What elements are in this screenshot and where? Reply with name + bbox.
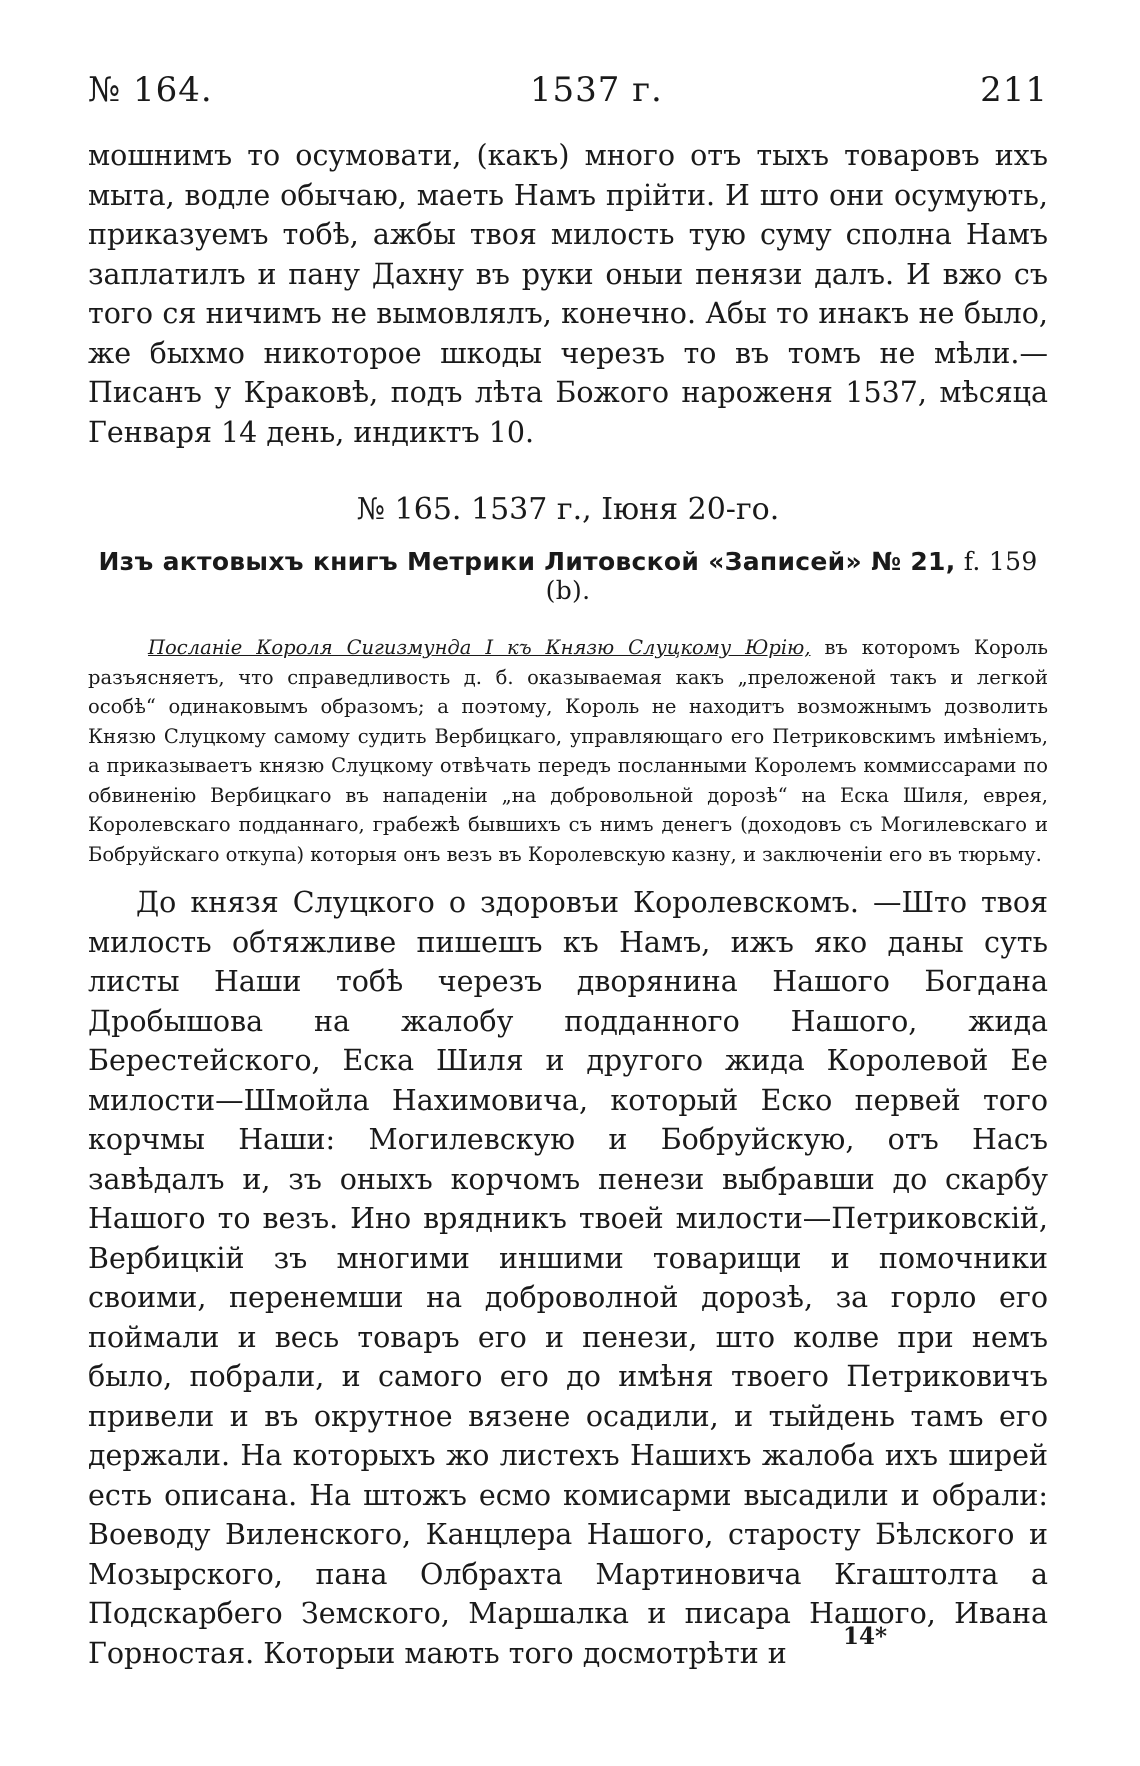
document-number: № 164. (88, 70, 213, 110)
page-number: 211 (980, 70, 1048, 110)
book-page (88, 70, 1048, 1673)
document-body: До князя Слуцкого о здоровъи Королевскомъ. —Што твоя милость обтяжливе пишешъ къ Намъ, ижъ яко даны суть листы Наши тобѣ черезъ дворянина Нашого Богдана Дробышова на жалобу подданного Нашого, жида Берестейского, Еска Шиля и другого жида Королевой Ее милости—Шмойла Нахимовича, который Еско первей того корчмы Наши: Могилевскую и Бобруйскую, отъ Насъ завѣдалъ и, зъ оныхъ корчомъ пенези выбравши до скарбу Нашого то везъ. Ино врядникъ твоей милости—Петриковскiй, Вербицкiй зъ многими иншими товарищи и помочники своими, перенемши на доброволной дорозѣ, за горло его поймали и весь товаръ его и пенези, што колве при немъ было, побрали, и самого его до имѣня твоего Петриковичъ привели и въ окрутное вязене осадили, и тыйдень тамъ его держали. На которыхъ жо листехъ Нашихъ жалоба ихъ ширей есть описана. На штожъ есмо комисарми высадили и обрали: Воеводу Виленского, Канцлера Нашого, старосту Бѣлского и Мозырского, пана Олбрахта Мартиновича Кгаштолта а Подскарбего Земского, Маршалка и писара Нашого, Ивана Горностая. Которыи мають того досмотрѣти и (88, 886, 1048, 1670)
printer-signature: 14* (843, 1623, 888, 1650)
summary-title: Посланiе Короля Сигизмунда I къ Князю Слуцкому Юрiю, (148, 636, 811, 659)
source-line (88, 547, 1048, 605)
source-folio: f. 159 (b). (545, 547, 1038, 605)
running-head (88, 70, 1048, 110)
source-title: Изъ актовыхъ книгъ Метрики Литовской «Записей» № 21, (98, 547, 956, 576)
summary-text: въ которомъ Король разъясняетъ, что справедливость д. б. оказываемая какъ „преложеной такъ и легкой особѣ“ одинаковымъ образомъ; а поэтому, Король не находитъ возможнымъ дозволить Князю Слуцкому самому судить Вербицкаго, управляющаго его Петриковскимъ имѣнiемъ, а приказываетъ князю Слуцкому отвѣчать передъ посланными Королемъ коммиссарами по обвиненiю Вербицкаго въ нападенiи „на добровольной дорозѣ“ на Еска Шиля, еврея, Королевскаго подданнаго, грабежѣ бывшихъ съ нимъ денегъ (доходовъ съ Могилевскаго и Бобруйскаго откупа) которыя онъ везъ въ Королевскую казну, и заключенiи его въ тюрьму. (88, 636, 1048, 866)
continuation-paragraph: мошнимъ то осумовати, (какъ) много отъ тыхъ товаровъ ихъ мыта, водле обычаю, маеть Намъ прiйти. И што они осумують, приказуемъ тобѣ, ажбы твоя милость тую суму сполна Намъ заплатилъ и пану Дахну въ руки оныи пенязи далъ. И вжо съ того ся ничимъ не вымовлялъ, конечно. Абы то инакъ не было, же быхмо никоторое шкоды черезъ то въ томъ не мѣли.— Писанъ у Краковѣ, подъ лѣта Божого нароженя 1537, мѣсяца Генваря 14 день, индиктъ 10. (88, 139, 1048, 449)
document-heading: № 165. 1537 г., Iюня 20-го. (356, 492, 780, 527)
header-year: 1537 г. (529, 70, 663, 110)
summary-paragraph (88, 633, 1048, 869)
